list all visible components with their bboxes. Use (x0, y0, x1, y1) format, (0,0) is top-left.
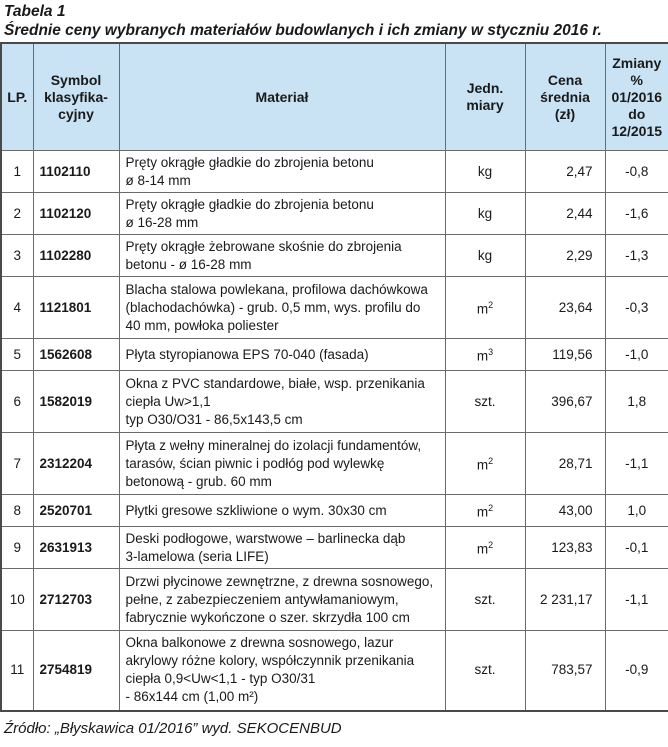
cell-material (119, 495, 445, 527)
cell-price: 23,64 (525, 277, 605, 339)
table-header-row (1, 43, 668, 151)
cell-lp: 6 (1, 371, 33, 433)
cell-change: 1,8 (605, 371, 668, 433)
unit-text: kg (477, 205, 493, 221)
table-row (1, 339, 668, 371)
cell-unit (445, 631, 525, 711)
material-line: 3-lamelowa (seria LIFE) (125, 548, 269, 564)
table-row (1, 235, 668, 277)
material-line: Deski podłogowe, warstwowe – barlinecka dąb (125, 530, 406, 546)
material-line: typ O30/O31 - 86,5x143,5 cm (125, 411, 303, 427)
cell-unit (445, 433, 525, 495)
material-line: - 86x144 cm (1,00 m²) (125, 689, 259, 705)
cell-unit (445, 277, 525, 339)
table-row (1, 371, 668, 433)
cell-unit (445, 569, 525, 631)
unit-exponent: 2 (488, 300, 494, 311)
material-line: Płyta z wełny mineralnej do izolacji fundamentów, (125, 437, 422, 453)
cell-symbol: 2712703 (33, 569, 119, 631)
cell-lp: 5 (1, 339, 33, 371)
unit-text: m (476, 504, 489, 520)
cell-change: -0,3 (605, 277, 668, 339)
unit-text: m (476, 457, 489, 473)
cell-lp: 9 (1, 527, 33, 569)
cell-lp: 4 (1, 277, 33, 339)
cell-lp: 8 (1, 495, 33, 527)
cell-price: 2,44 (525, 193, 605, 235)
cell-material (119, 339, 445, 371)
material-line: (blachodachówka) - grub. 0,5 mm, wys. profilu do (125, 299, 421, 315)
unit-text: m (476, 541, 489, 557)
material-line: fabrycznie wykończone o szer. skrzydła 100 cm (125, 609, 410, 625)
cell-material (119, 151, 445, 193)
unit-exponent: 2 (488, 503, 494, 514)
cell-change: -1,6 (605, 193, 668, 235)
cell-unit (445, 527, 525, 569)
table-row (1, 277, 668, 339)
table-row (1, 193, 668, 235)
cell-change: -1,0 (605, 339, 668, 371)
cell-material (119, 235, 445, 277)
header-material: Materiał (119, 43, 445, 151)
cell-price: 396,67 (525, 371, 605, 433)
cell-lp: 3 (1, 235, 33, 277)
cell-price: 43,00 (525, 495, 605, 527)
cell-change: -0,9 (605, 631, 668, 711)
material-line: Pręty okrągłe gładkie do zbrojenia betonu (125, 154, 374, 170)
cell-symbol: 1582019 (33, 371, 119, 433)
cell-change: -1,3 (605, 235, 668, 277)
cell-unit (445, 339, 525, 371)
cell-price: 783,57 (525, 631, 605, 711)
material-line: ø 8-14 mm (125, 172, 191, 188)
cell-change: -1,1 (605, 569, 668, 631)
material-line: tarasów, ścian piwnic i podłóg pod wylewkę (125, 455, 385, 471)
cell-material (119, 569, 445, 631)
cell-price: 2,29 (525, 235, 605, 277)
cell-change: -1,1 (605, 433, 668, 495)
cell-change: -0,8 (605, 151, 668, 193)
cell-lp: 1 (1, 151, 33, 193)
material-line: 40 mm, powłoka poliester (125, 317, 279, 333)
unit-exponent: 3 (488, 347, 494, 358)
material-line: Pręty okrągłe gładkie do zbrojenia betonu (125, 196, 374, 212)
unit-text: kg (477, 247, 493, 263)
table-row (1, 569, 668, 631)
table-title: Średnie ceny wybranych materiałów budowlanych i ich zmiany w styczniu 2016 r. (4, 22, 602, 39)
header-lp: LP. (1, 43, 33, 151)
cell-price: 28,71 (525, 433, 605, 495)
cell-material (119, 371, 445, 433)
cell-price: 2 231,17 (525, 569, 605, 631)
unit-text: szt. (474, 591, 496, 607)
cell-symbol: 1562608 (33, 339, 119, 371)
cell-material (119, 631, 445, 711)
unit-text: m (476, 301, 489, 317)
cell-material (119, 277, 445, 339)
table-number: Tabela 1 (4, 3, 66, 20)
price-table (0, 42, 668, 712)
unit-text: szt. (474, 662, 496, 678)
header-price: Cena średnia (zł) (525, 43, 605, 151)
cell-symbol: 1102110 (33, 151, 119, 193)
cell-symbol: 2312204 (33, 433, 119, 495)
cell-symbol: 1102280 (33, 235, 119, 277)
cell-price: 2,47 (525, 151, 605, 193)
unit-text: szt. (474, 393, 496, 409)
cell-lp: 10 (1, 569, 33, 631)
cell-unit (445, 495, 525, 527)
table-row (1, 433, 668, 495)
source-note: Źródło: „Błyskawica 01/2016” wyd. SEKOCENBUD (4, 720, 342, 737)
table-row (1, 527, 668, 569)
unit-text: m (476, 348, 489, 364)
table-row (1, 495, 668, 527)
material-line: Płytki gresowe szkliwione o wym. 30x30 cm (125, 502, 387, 518)
material-line: Okna balkonowe z drewna sosnowego, lazur (125, 635, 394, 651)
unit-exponent: 2 (488, 456, 494, 467)
material-line: Blacha stalowa powlekana, profilowa dachówkowa (125, 281, 428, 297)
material-line: ø 16-28 mm (125, 214, 199, 230)
cell-symbol: 2754819 (33, 631, 119, 711)
material-line: akrylowy różne kolory, współczynnik przenikania (125, 653, 415, 669)
cell-price: 123,83 (525, 527, 605, 569)
material-line: Drzwi płycinowe zewnętrzne, z drewna sosnowego, (125, 573, 434, 589)
cell-change: 1,0 (605, 495, 668, 527)
cell-symbol: 1121801 (33, 277, 119, 339)
header-symbol: Symbol klasyfika- cyjny (33, 43, 119, 151)
material-line: ciepła 0,9<Uw<1,1 - typ O30/31 (125, 671, 316, 687)
table-caption (4, 2, 664, 40)
material-line: Okna z PVC standardowe, białe, wsp. przenikania (125, 375, 425, 391)
material-line: betonu - ø 16-28 mm (125, 256, 252, 272)
table-body (1, 151, 668, 711)
cell-price: 119,56 (525, 339, 605, 371)
cell-lp: 11 (1, 631, 33, 711)
cell-symbol: 2631913 (33, 527, 119, 569)
material-line: Płyta styropianowa EPS 70-040 (fasada) (125, 346, 369, 362)
cell-change: -0,1 (605, 527, 668, 569)
table-row (1, 151, 668, 193)
price-table-container (0, 42, 668, 712)
material-line: pełne, z zabezpieczeniem antywłamaniowym, (125, 591, 399, 607)
material-line: betonową - grub. 60 mm (125, 473, 272, 489)
cell-unit (445, 371, 525, 433)
cell-material (119, 433, 445, 495)
material-line: ciepła Uw>1,1 (125, 393, 211, 409)
cell-unit (445, 151, 525, 193)
material-line: Pręty okrągłe żebrowane skośnie do zbrojenia (125, 238, 402, 254)
cell-lp: 2 (1, 193, 33, 235)
cell-material (119, 527, 445, 569)
cell-symbol: 2520701 (33, 495, 119, 527)
cell-symbol: 1102120 (33, 193, 119, 235)
unit-exponent: 2 (488, 540, 494, 551)
cell-material (119, 193, 445, 235)
header-change: Zmiany % 01/2016 do 12/2015 (605, 43, 668, 151)
cell-lp: 7 (1, 433, 33, 495)
unit-text: kg (477, 163, 493, 179)
header-unit: Jedn. miary (445, 43, 525, 151)
cell-unit (445, 193, 525, 235)
table-row (1, 631, 668, 711)
cell-unit (445, 235, 525, 277)
